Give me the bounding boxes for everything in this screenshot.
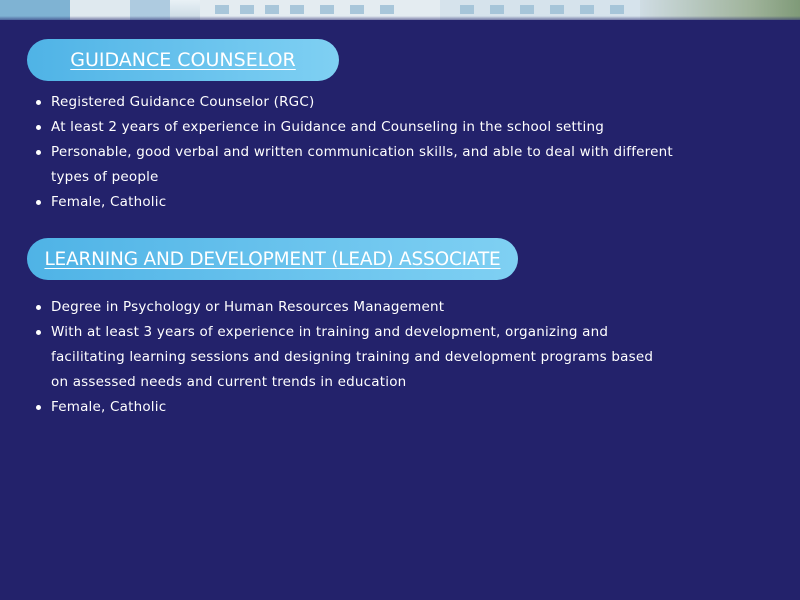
requirement-item <box>33 295 673 320</box>
bullet-icon <box>36 150 41 155</box>
bullet-icon <box>36 305 41 310</box>
requirement-text: Personable, good verbal and written communication skills, and able to deal with different types of people <box>51 144 673 185</box>
bullet-icon <box>36 200 41 205</box>
requirement-item <box>33 190 673 215</box>
section-title-pill-guidance-counselor <box>27 39 339 81</box>
section-title[interactable]: GUIDANCE COUNSELOR <box>70 49 296 71</box>
requirement-text: At least 2 years of experience in Guidance and Counseling in the school setting <box>51 119 605 135</box>
requirements-list-guidance-counselor <box>33 90 673 215</box>
requirement-item <box>33 115 673 140</box>
requirements-list-lead-associate <box>33 295 673 420</box>
requirement-item <box>33 90 673 115</box>
header-photo-strip <box>0 0 800 20</box>
requirement-text: With at least 3 years of experience in training and development, organizing and facilitating learning sessions and designing training and development programs based on assessed needs and current trends in education <box>51 324 654 390</box>
bullet-icon <box>36 100 41 105</box>
requirement-text: Registered Guidance Counselor (RGC) <box>51 94 315 110</box>
requirement-text: Female, Catholic <box>51 194 167 210</box>
requirement-text: Female, Catholic <box>51 399 167 415</box>
requirement-item <box>33 395 673 420</box>
requirement-text: Degree in Psychology or Human Resources Management <box>51 299 445 315</box>
bullet-icon <box>36 125 41 130</box>
requirement-item <box>33 320 673 395</box>
bullet-icon <box>36 405 41 410</box>
section-title[interactable]: LEARNING AND DEVELOPMENT (LEAD) ASSOCIATE <box>44 248 501 270</box>
requirement-item <box>33 140 673 190</box>
section-title-pill-lead-associate <box>27 238 518 280</box>
bullet-icon <box>36 330 41 335</box>
